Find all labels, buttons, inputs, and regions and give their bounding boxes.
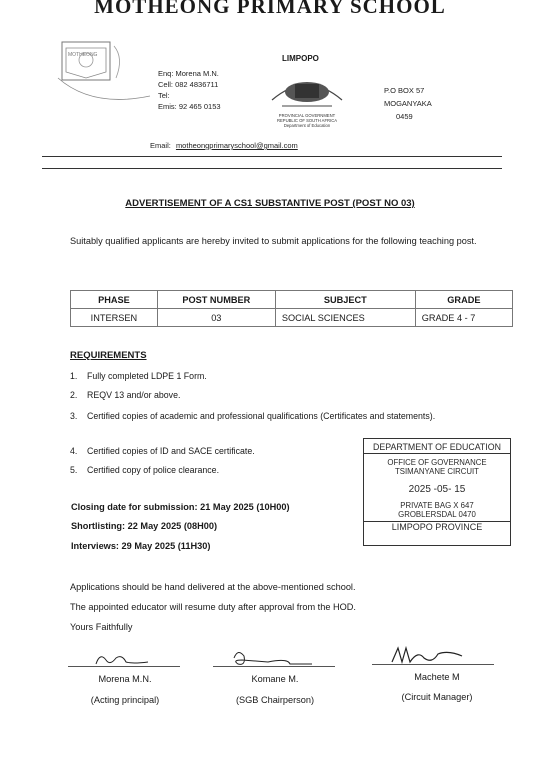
email-link[interactable]: motheongprimaryschool@gmail.com [175,141,298,150]
advert-title: ADVERTISEMENT OF A CS1 SUBSTANTIVE POST (POST NO 03) [125,198,415,209]
header-post-number: POST NUMBER [157,291,275,309]
address-line2: MOGANYAKA [384,99,432,108]
signatory-name: Komane M. [251,674,299,684]
stamp-line6: LIMPOPO PROVINCE [364,521,510,532]
requirement-item: 5. Certified copy of police clearance. [70,465,220,475]
address-line3: 0459 [396,112,413,121]
requirement-item: 2. REQV 13 and/or above. [70,390,181,400]
province-label: LIMPOPO [282,54,319,63]
header-subject: SUBJECT [275,291,415,309]
cell-subject: SOCIAL SCIENCES [275,309,415,327]
header-phase: PHASE [71,291,158,309]
header-divider-2 [42,168,502,169]
signatory-role: (SGB Chairperson) [235,695,315,705]
enquiry-contact: Enq: Morena M.N. [158,69,219,78]
crest-line2: REPUBLIC OF SOUTH AFRICA [276,118,338,123]
intro-paragraph: Suitably qualified applicants are hereby invited to submit applications for the following teaching post. [70,236,477,246]
department-stamp [363,438,511,546]
email-label: Email: [150,141,171,150]
requirement-item: 4. Certified copies of ID and SACE certificate. [70,446,255,456]
interview-date: Interviews: 29 May 2025 (11H30) [71,541,211,551]
signature-morena [92,650,152,670]
closing-line3: Yours Faithfully [70,622,133,632]
stamp-line1: DEPARTMENT OF EDUCATION [364,442,510,454]
signatory-name: Morena M.N. [98,674,152,684]
stamp-date: 2025 -05- 15 [408,484,466,495]
closing-line1: Applications should be hand delivered at the above-mentioned school. [70,582,356,592]
address-line1: P.O BOX 57 [384,86,425,95]
requirements-title: REQUIREMENTS [70,350,147,361]
coat-of-arms-icon [262,70,352,112]
crest-line1: PROVINCIAL GOVERNMENT [278,113,336,118]
tel-number: Tel: [158,91,170,100]
shortlisting-date: Shortlisting: 22 May 2025 (08H00) [71,521,218,531]
header-grade: GRADE [415,291,512,309]
stamp-line4: PRIVATE BAG X 647 [400,501,474,510]
emis-number: Emis: 92 465 0153 [158,102,221,111]
closing-date: Closing date for submission: 21 May 2025 (10H00) [71,502,290,512]
cell-number: Cell: 082 4836711 [158,80,219,89]
svg-text:MOTHEONG: MOTHEONG [68,52,98,58]
signatory-role: (Acting principal) [90,695,160,705]
requirement-item: 1. Fully completed LDPE 1 Form. [70,371,207,381]
table-row [71,309,513,327]
stamp-line2: OFFICE OF GOVERNANCE [387,458,487,467]
cell-phase: INTERSEN [71,309,158,327]
closing-line2: The appointed educator will resume duty after approval from the HOD. [70,602,356,612]
crest-line3: Department of Education [283,123,331,128]
school-name: MOTHEONG PRIMARY SCHOOL [94,0,446,18]
post-table [70,290,513,327]
signatory-role: (Circuit Manager) [401,692,473,702]
school-logo [52,38,162,118]
signatory-name: Machete M [414,672,460,682]
stamp-line3: TSIMANYANE CIRCUIT [395,467,479,476]
requirement-item: 3. Certified copies of academic and professional qualifications (Certificates and statements). [70,411,436,421]
cell-post-number: 03 [157,309,275,327]
cell-grade: GRADE 4 - 7 [415,309,512,327]
stamp-line5: GROBLERSDAL 0470 [398,510,476,519]
header-divider [42,156,502,157]
table-header-row [71,291,513,309]
